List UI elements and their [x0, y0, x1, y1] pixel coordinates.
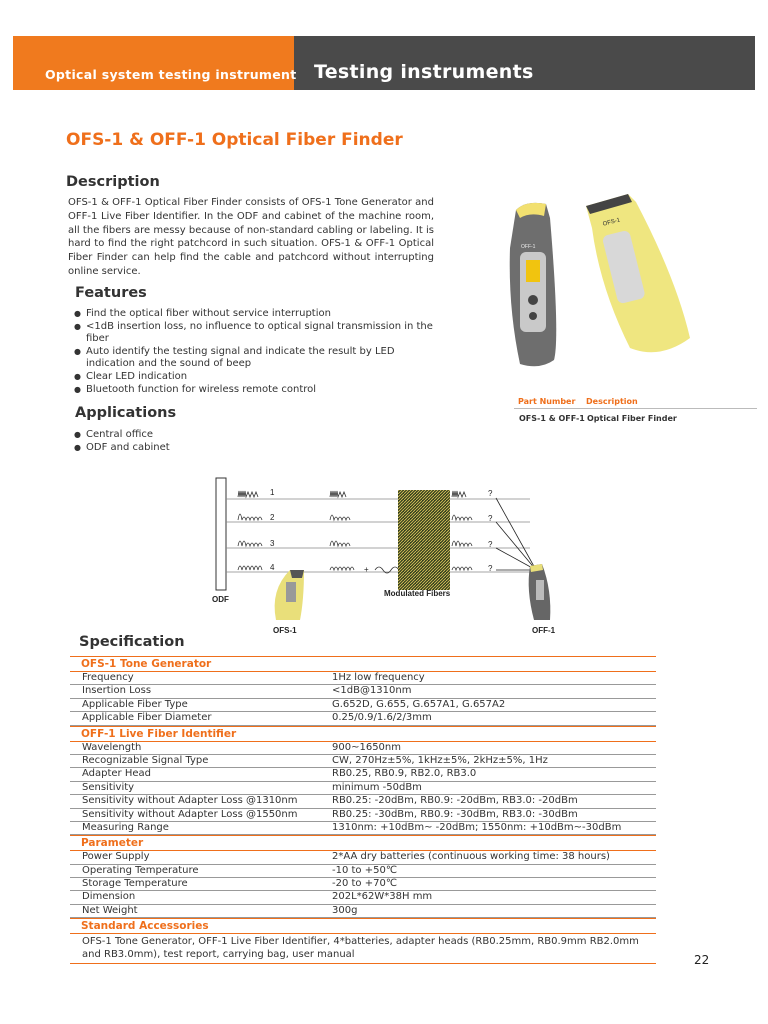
spec-value: 202L*62W*38H mm — [332, 891, 433, 903]
ofs1-photo-label: OFS-1 — [602, 217, 621, 228]
spec-key: Adapter Head — [82, 768, 151, 780]
spec-key: Insertion Loss — [82, 685, 152, 697]
table-row — [70, 795, 656, 808]
section-standard-accessories: Standard Accessories — [70, 918, 656, 934]
spec-value: G.652D, G.655, G.657A1, G.657A2 — [332, 698, 506, 710]
table-row — [70, 685, 656, 698]
spec-value: RB0.25, RB0.9, RB2.0, RB3.0 — [332, 768, 477, 780]
fiber-finder-diagram — [200, 470, 560, 640]
description-text: OFS-1 & OFF-1 Optical Fiber Finder consists of OFS-1 Tone Generator and OFF-1 Live Fiber Identifier. In the ODF and cabinet of the machine room, all the fibers are messy because of non-standard cabling or labeling. It is hard to find the right patchcord in such situation. OFS-1 & OFF-1 Optical Fiber Finder can help find the cable and patchcord without interrupting online service. — [68, 197, 434, 277]
page-number: 22 — [694, 953, 710, 967]
table-row — [70, 699, 656, 712]
ofs1-diagram-device — [275, 570, 304, 620]
off1-photo-label: OFF-1 — [521, 244, 536, 250]
page-title: OFS-1 & OFF-1 Optical Fiber Finder — [66, 130, 403, 150]
spec-key: Applicable Fiber Type — [82, 698, 188, 710]
list-item: ● <1dB insertion loss, no influence to optical signal transmission in the fiber — [74, 321, 434, 346]
spec-key: Net Weight — [82, 904, 138, 916]
features-list — [74, 308, 434, 396]
part-number-value: OFS-1 & OFF-1 — [519, 414, 585, 423]
spec-key: Measuring Range — [82, 821, 169, 833]
specification-heading: Specification — [79, 634, 185, 650]
spec-key: Wavelength — [82, 741, 142, 753]
spec-value: 1310nm: +10dBm~ -20dBm; 1550nm: +10dBm~-30dBm — [332, 821, 622, 833]
spec-value: 1Hz low frequency — [332, 672, 425, 683]
spec-value: RB0.25: -30dBm, RB0.9: -30dBm, RB3.0: -30dBm — [332, 808, 578, 820]
spec-value: minimum -50dBm — [332, 781, 422, 793]
header-category: Optical system testing instrument — [45, 67, 297, 82]
table-row — [70, 891, 656, 904]
spec-value: 2*AA dry batteries (continuous working time: 38 hours) — [332, 851, 610, 863]
modulated-fibers-label: Modulated Fibers — [384, 589, 451, 598]
spec-value: 300g — [332, 904, 358, 916]
list-item: ● ODF and cabinet — [74, 442, 170, 455]
spec-key: Sensitivity — [82, 781, 135, 793]
list-item: ● Central office — [74, 429, 170, 442]
applications-heading: Applications — [75, 405, 177, 421]
features-heading: Features — [75, 285, 147, 301]
section-parameter: Parameter — [70, 835, 656, 851]
ofs1-device-image — [586, 194, 690, 352]
list-item: ● Find the optical fiber without service interruption — [74, 308, 434, 321]
table-row — [70, 755, 656, 768]
spec-key: Power Supply — [82, 851, 150, 863]
off1-device-image — [510, 203, 557, 366]
spec-value: -10 to +50℃ — [332, 864, 398, 876]
section-ofs1-tone-generator: OFS-1 Tone Generator — [70, 656, 656, 672]
spec-key: Sensitivity without Adapter Loss @1550nm — [82, 808, 298, 820]
plus-sign: + — [364, 565, 369, 574]
off1-diagram-label: OFF-1 — [532, 626, 556, 635]
fiber-number-3: 3 — [270, 539, 275, 548]
accessories-text: OFS-1 Tone Generator, OFF-1 Live Fiber Identifier, 4*batteries, adapter heads (RB0.25mm, RB0.9mm RB2.0mm and RB3.0mm), test report, carrying bag, user manual — [70, 934, 656, 964]
off1-diagram-device — [529, 564, 551, 620]
spec-key: Applicable Fiber Diameter — [82, 712, 212, 724]
question-mark-2: ? — [488, 514, 493, 523]
question-mark-1: ? — [488, 489, 493, 498]
fiber-number-2: 2 — [270, 513, 275, 522]
list-item: ● Auto identify the testing signal and indicate the result by LED indication and the sound of beep — [74, 346, 434, 371]
table-row — [70, 712, 656, 725]
table-row — [70, 782, 656, 795]
spec-key: Frequency — [82, 672, 134, 683]
parameter-rows — [70, 851, 656, 918]
modulated-fiber-bundle — [398, 490, 450, 590]
spec-value: 900~1650nm — [332, 741, 401, 753]
spec-key: Operating Temperature — [82, 864, 199, 876]
table-row — [70, 878, 656, 891]
part-description-value: Optical Fiber Finder — [587, 414, 677, 423]
table-row — [70, 822, 656, 835]
spec-value: 0.25/0.9/1.6/2/3mm — [332, 712, 432, 724]
spec-value: CW, 270Hz±5%, 1kHz±5%, 2kHz±5%, 1Hz — [332, 754, 548, 766]
spec-key: Sensitivity without Adapter Loss @1310nm — [82, 795, 298, 807]
list-item: ● Clear LED indication — [74, 371, 434, 384]
table-row — [514, 409, 757, 427]
col-part-number: Part Number — [518, 397, 576, 406]
description-heading: Description — [66, 174, 160, 190]
col-description: Description — [586, 397, 638, 406]
header-section: Testing instruments — [314, 61, 534, 83]
spec-key: Storage Temperature — [82, 878, 188, 890]
fiber-number-1: 1 — [270, 488, 275, 497]
spec-value: RB0.25: -20dBm, RB0.9: -20dBm, RB3.0: -20dBm — [332, 795, 578, 807]
section-off1-live-fiber-identifier: OFF-1 Live Fiber Identifier — [70, 726, 656, 742]
detection-arrows — [496, 498, 536, 570]
table-header-row — [514, 394, 757, 409]
off1-rows — [70, 742, 656, 836]
spec-value: <1dB@1310nm — [332, 685, 412, 697]
spec-value: -20 to +70℃ — [332, 878, 398, 890]
question-mark-4: ? — [488, 564, 493, 573]
part-number-table — [514, 394, 757, 427]
list-item: ● Bluetooth function for wireless remote control — [74, 384, 434, 397]
table-row — [70, 865, 656, 878]
table-row — [70, 768, 656, 781]
table-row — [70, 672, 656, 685]
table-row — [70, 851, 656, 864]
table-row — [70, 809, 656, 822]
applications-list — [74, 429, 170, 454]
table-row — [70, 905, 656, 918]
spec-key: Recognizable Signal Type — [82, 754, 209, 766]
ofs1-rows — [70, 672, 656, 726]
ofs1-diagram-label: OFS-1 — [273, 626, 297, 635]
specification-table — [70, 656, 656, 964]
odf-rack — [216, 478, 226, 590]
product-photo — [480, 188, 768, 378]
spec-key: Dimension — [82, 891, 136, 903]
fiber-number-4: 4 — [270, 563, 275, 572]
table-row — [70, 742, 656, 755]
question-mark-3: ? — [488, 540, 493, 549]
odf-label: ODF — [212, 595, 229, 604]
